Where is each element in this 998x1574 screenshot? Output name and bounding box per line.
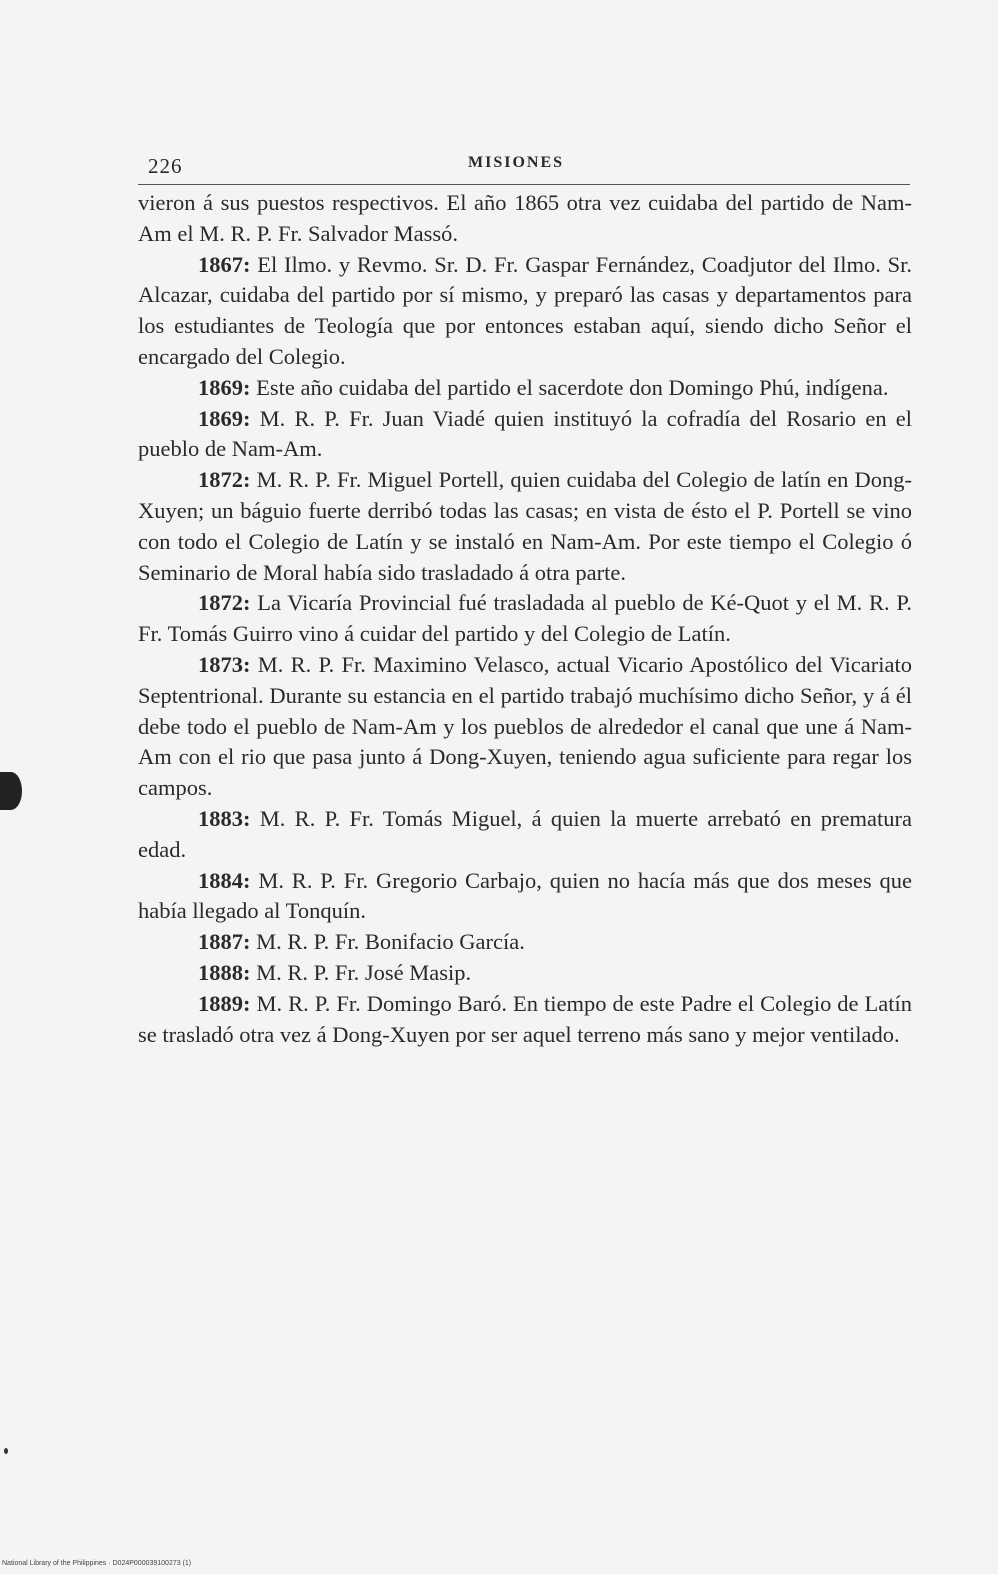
paragraph-1884 <box>138 866 912 928</box>
body-text <box>138 188 912 1050</box>
year-label: 1872: <box>198 467 251 493</box>
year-label: 1872: <box>198 590 251 616</box>
year-label: 1869: <box>198 405 251 431</box>
paragraph-continuation <box>138 188 912 250</box>
paragraph-text: vieron á sus puestos respectivos. El año 1865 otra vez cuidaba del partido de Nam-Am el M. R. P. Fr. Salvador Massó. <box>138 190 912 246</box>
page-header <box>138 148 910 185</box>
paragraph-1887 <box>138 927 912 958</box>
year-label: 1889: <box>198 990 251 1016</box>
paragraph-text: El Ilmo. y Revmo. Sr. D. Fr. Gaspar Fernández, Coadjutor del Ilmo. Sr. Alcazar, cuidaba del partido por sí mismo, y preparó las casas y departamentos para los estudiantes de Teología que por entonces estaban aquí, siendo dicho Señor el encargado del Colegio. <box>138 251 912 369</box>
paragraph-1872-b <box>138 588 912 650</box>
paragraph-text: M. R. P. Fr. José Masip. <box>256 959 472 985</box>
paragraph-text: La Vicaría Provincial fué trasladada al pueblo de Ké-Quot y el M. R. P. Fr. Tomás Guirro vino á cuidar del partido y del Colegio de Latín. <box>138 590 913 647</box>
paragraph-1888 <box>138 958 912 989</box>
paragraph-1889 <box>138 989 912 1051</box>
scan-edge-mark <box>0 772 22 810</box>
year-label: 1869: <box>198 374 251 400</box>
year-label: 1883: <box>198 805 251 831</box>
running-head: MISIONES <box>468 154 565 171</box>
year-label: 1867: <box>198 251 251 277</box>
year-label: 1888: <box>198 959 251 985</box>
paragraph-text: M. R. P. Fr. Gregorio Carbajo, quien no hacía más que dos meses que había llegado al Tonquín. <box>138 867 913 924</box>
paragraph-1883 <box>138 804 912 866</box>
paragraph-1873 <box>138 650 912 804</box>
paragraph-text: M. R. P. Fr. Juan Viadé quien instituyó la cofradía del Rosario en el pueblo de Nam-Am. <box>138 405 912 462</box>
scan-dust-mark <box>4 1448 8 1454</box>
paragraph-1869-a <box>138 373 912 404</box>
scan-credit: National Library of the Philippines · D024P000039100273 (1) <box>2 1560 192 1567</box>
paragraph-text: M. R. P. Fr. Tomás Miguel, á quien la muerte arrebató en prematura edad. <box>138 805 913 862</box>
year-label: 1873: <box>198 651 251 677</box>
year-label: 1884: <box>198 867 251 893</box>
paragraph-text: M. R. P. Fr. Domingo Baró. En tiempo de este Padre el Colegio de Latín se trasladó otra vez á Dong-Xuyen por ser aquel terreno más sano y mejor ventilado. <box>138 990 913 1047</box>
paragraph-text: M. R. P. Fr. Miguel Portell, quien cuidaba del Colegio de latín en Dong-Xuyen; un báguio fuerte derribó todas las casas; en vista de ésto el P. Portell se vino con todo el Colegio de Latín y se instaló en Nam-Am. Por este tiempo el Colegio ó Seminario de Moral había sido trasladado á otra parte. <box>138 467 912 585</box>
paragraph-text: M. R. P. Fr. Bonifacio García. <box>256 929 525 955</box>
paragraph-1869-b <box>138 404 912 466</box>
paragraph-text: Este año cuidaba del partido el sacerdote don Domingo Phú, indígena. <box>256 374 889 400</box>
paragraph-1867 <box>138 250 912 373</box>
page-number: 226 <box>148 154 183 178</box>
paragraph-text: M. R. P. Fr. Maximino Velasco, actual Vicario Apostólico del Vicariato Septentrional. Durante su estancia en el partido trabajó muchísimo dicho Señor, y á él debe todo el pueblo de Nam-Am y los pueblos de alrededor el canal que une á Nam-Am con el rio que pasa junto á Dong-Xuyen, teniendo agua suficiente para regar los campos. <box>138 651 912 801</box>
year-label: 1887: <box>198 929 251 955</box>
paragraph-1872-a <box>138 465 912 588</box>
